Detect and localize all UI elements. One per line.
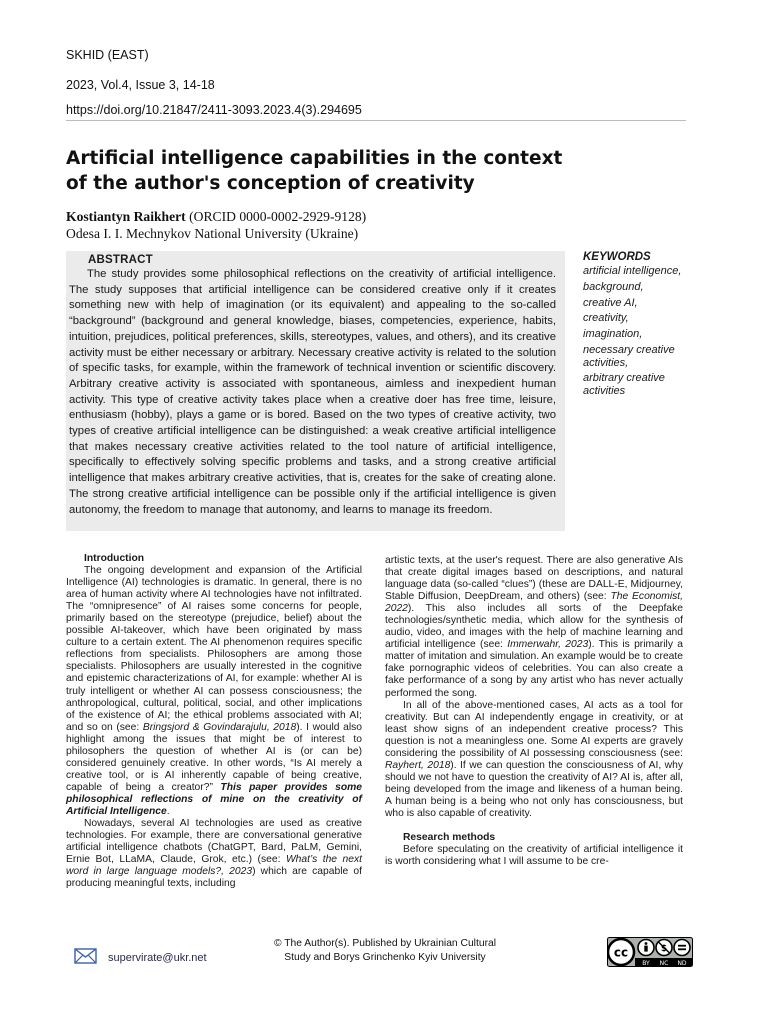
- doi-link[interactable]: https://doi.org/10.21847/2411-3093.2023.4(3).294695: [66, 103, 362, 117]
- keyword-item: creative AI,: [583, 296, 638, 309]
- keyword-item: necessary creative activities,: [583, 343, 675, 369]
- abstract-text: The study provides some philosophical reflections on the creativity of artificial intelligence. The study supposes that artificial intelligence can be considered creative only if it creates something new with help of imagination (or its equivalent) and appealing to the so-called “background” (background and general knowledge, biases, competencies, experience, habits, intuition, prejudices, political preferences, skills, stereotypes, values, and others), and its creative activity must be either necessary or arbitrary. Necessary creative activity is related to the solution of specific tasks, for example, within the framework of technical invention or scientific discovery. Arbitrary creative activity is associated with spontaneous, aimless and inexpedient human activity. This type of creative activity takes place when a creative doer has free time, leisure, enthusiasm (hobby), plays a game or is bored. Based on the two types of creative activity, two types of creative artificial intelligence can be distinguished: a weak creative artificial intelligence that makes necessary creative activities related to the tool nature of artificial intelligence, specifically to effectively solving specific problems and tasks, and a strong creative artificial intelligence that makes arbitrary creative activities, that is, creates for the sake of creating alone. The strong creative artificial intelligence can be possible only if the artificial intelligence is given autonomy, the freedom to manage that autonomy, and learns to manage its freedom.: [69, 268, 556, 516]
- license-term-nd: ND: [677, 960, 687, 967]
- license-term-nc: NC: [659, 960, 669, 967]
- keywords-box: [583, 251, 703, 401]
- intro-paragraph-2: Nowadays, several AI technologies are used as creative technologies. For example, there are conversational generative artificial intelligence chatbots (ChatGPT, Bard, PaLM, Gemini, Ernie Bot, LLaMA, Claude, Grok, etc.) (see: What’s the next word in large language models?, 2023) which are capable of producing meaningful texts, including: [66, 818, 362, 890]
- journal-name: SKHID (EAST): [66, 48, 149, 62]
- title-line-1: Artificial intelligence capabilities in the context: [66, 148, 563, 169]
- section-heading-introduction: Introduction: [84, 553, 145, 564]
- header-rule: [66, 120, 686, 121]
- intro-paragraph-1: The ongoing development and expansion of the Artificial Intelligence (AI) technologies is dramatic. In general, there is no area of human activity where AI technologies have not infiltrated. The “omnipresence” of AI raises some concerns for people, primarily based on the stereotype (prejudice, belief) about the possible AI-takeover, which have been originated by mass culture to a certain extent. The AI phenomenon requires specific reflections from specialists. Philosophers are among those specialists. Philosophers are usually interested in the cognitive and epistemic characterizations of AI, for example: whether AI is truly intelligent or whether AI can possess consciousness; the anthropological, cultural, political, social, and other implications of the existence of AI; the ethical problems associated with AI; and so on (see: Bringsjord & Govindarajulu, 2018). I would also highlight among the issues that might be of interest to philosophers the question of whether AI is (or can be) considered genuinely creative. In other words, “Is AI merely a creative tool, or is AI inherently capable of being creative, capable of being a creator?” This paper provides some philosophical reflections of mine on the creativity of Artificial Intelligence.: [66, 565, 362, 817]
- keyword-item: background,: [583, 280, 644, 293]
- citation: The Economist, 2022: [385, 591, 683, 615]
- abstract-heading: ABSTRACT: [88, 254, 153, 266]
- keyword-item: imagination,: [583, 328, 643, 341]
- keyword-item: artificial intelligence,: [583, 265, 682, 277]
- author-name: Kostiantyn Raikhert: [66, 209, 186, 224]
- emphasis-statement: This paper provides some philosophical reflections of mine on the creativity of Artificial Intelligence: [66, 781, 362, 817]
- citation: Rayhert, 2018: [385, 759, 451, 771]
- author-block: [66, 208, 366, 242]
- mail-icon: [74, 947, 98, 968]
- email-address[interactable]: supervirate@ukr.net: [108, 951, 207, 964]
- keyword-item: creativity,: [583, 312, 629, 325]
- volume-info: 2023, Vol.4, Issue 3, 14-18: [66, 78, 215, 92]
- cc-label: cc: [613, 945, 629, 960]
- author-affiliation: Odesa I. I. Mechnykov National University (Ukraine): [66, 226, 359, 241]
- body-column-right: [385, 555, 683, 868]
- citation: Bringsjord & Govindarajulu, 2018: [142, 721, 297, 733]
- paper-title: [66, 146, 626, 196]
- citation: What’s the next word in large language models?, 2023: [66, 854, 362, 878]
- copyright-notice: © The Author(s). Published by Ukrainian Cultural Study and Borys Grinchenko Kyiv University: [273, 938, 497, 963]
- keywords-heading: KEYWORDS: [583, 251, 651, 263]
- svg-text:$: $: [660, 944, 668, 954]
- author-orcid: (ORCID 0000-0002-2929-9128): [185, 209, 367, 224]
- right-paragraph-2: In all of the above-mentioned cases, AI acts as a tool for creativity. But can AI independently engage in creativity, or at least show signs of an independent creative process? This question is not a meaningless one. Some AI experts are gravely considering the possibility of AI possessing consciousness (see: Rayhert, 2018). If we can question the consciousness of AI, why should we not have to question the creativity of AI? AI is, after all, being developed from the image and likeness of a human being. A human being is a being who not only has consciousness, but who is also capable of creativity.: [385, 699, 683, 819]
- right-paragraph-1: artistic texts, at the user's request. There are also generative AIs that create digital images based on descriptions, and natural language data (so-called “clues”) (these are DALL-E, Midjourney, Stable Diffusion, DeepDream, and others) (see: The Economist, 2022). This also includes all sorts of the Deepfake technologies/synthetic media, which allow for the synthesis of audio, video, and images with the help of machine learning and artificial intelligence (see: Immerwahr, 2023). This is primarily a matter of imitation and simulation. An example would be to create fake pornographic videos of celebrities. You can also create a fake performance of a song by any artist who has never actually performed the song.: [385, 555, 683, 699]
- keyword-item: arbitrary creative activities: [583, 372, 665, 397]
- body-column-left: [66, 553, 362, 890]
- cc-license-icon[interactable]: [607, 937, 693, 967]
- footer-email[interactable]: [74, 947, 207, 968]
- citation: Immerwahr, 2023: [507, 639, 589, 651]
- abstract-box: [66, 251, 565, 531]
- section-heading-methods: Research methods: [403, 832, 496, 844]
- license-term-by: BY: [642, 960, 650, 967]
- title-line-2: of the author's conception of creativity: [66, 173, 475, 194]
- methods-paragraph-1: Before speculating on the creativity of artificial intelligence it is worth considering what I will assume to be cre-: [385, 844, 683, 868]
